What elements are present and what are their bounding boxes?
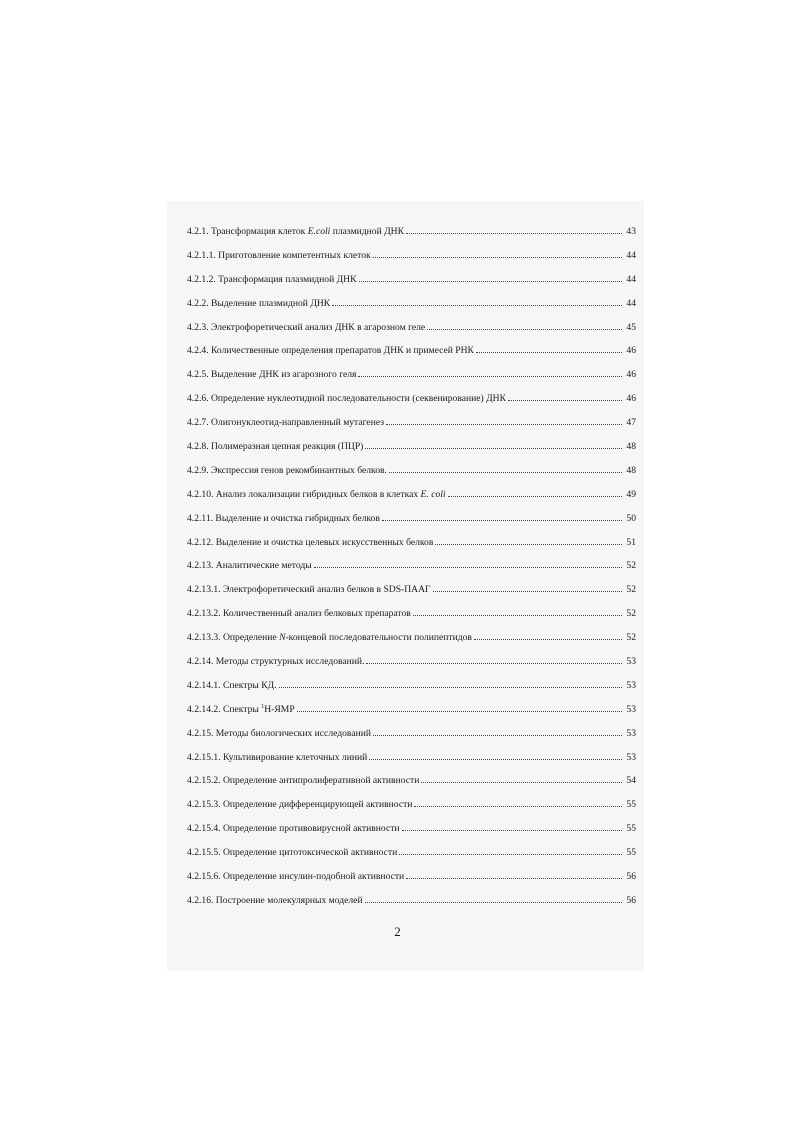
dot-leader [406, 878, 622, 879]
toc-entry-title [187, 465, 387, 476]
dot-leader [421, 782, 622, 783]
toc-entry-text: 4.2.13.1. Электрофоретический анализ белков в SDS-ПААГ [187, 584, 431, 596]
dot-leader [297, 711, 622, 712]
toc-page-number: 47 [626, 417, 636, 429]
dot-leader [448, 496, 622, 497]
toc-entry [187, 345, 636, 369]
toc-entry-text: 4.2.16. Построение молекулярных моделей [187, 894, 363, 906]
toc-page-number: 55 [626, 847, 636, 859]
toc-entry-title [187, 417, 384, 428]
toc-entry-title [187, 895, 363, 906]
toc-entry-text: 4.2.1.2. Трансформация плазмидной ДНК [187, 273, 357, 285]
toc-entry [187, 656, 636, 680]
toc-entry-title [187, 823, 400, 834]
toc-entry-text: 4.2.15.6. Определение инсулин-подобной активности [187, 871, 405, 883]
toc-entry-title [187, 489, 446, 500]
toc-entry-text: 4.2.14. Методы структурных исследований. [187, 656, 365, 668]
table-of-contents [187, 226, 636, 919]
toc-entry [187, 322, 636, 346]
toc-page-number: 44 [626, 249, 636, 261]
toc-entry-title [187, 322, 425, 333]
toc-entry-title [187, 226, 404, 237]
toc-entry [187, 226, 636, 250]
toc-entry-title [187, 584, 431, 595]
toc-entry-title [187, 345, 474, 356]
toc-entry-text: 4.2.4. Количественные определения препаратов ДНК и примесей РНК [187, 345, 474, 357]
toc-page-number: 45 [626, 321, 636, 333]
toc-entry-text: 4.2.13.2. Количественный анализ белковых препаратов [187, 608, 411, 620]
toc-entry-text: 4.2.11. Выделение и очистка гибридных белков [187, 512, 380, 524]
page-number: 2 [394, 924, 401, 939]
toc-entry [187, 895, 636, 919]
toc-entry-title [187, 369, 356, 380]
toc-entry-italic-text: N [279, 632, 286, 644]
toc-page-number: 52 [626, 632, 636, 644]
toc-entry [187, 513, 636, 537]
toc-entry [187, 775, 636, 799]
toc-entry [187, 465, 636, 489]
toc-entry [187, 608, 636, 632]
toc-entry [187, 728, 636, 752]
toc-entry-text: 4.2.15.3. Определение дифференцирующей активности [187, 799, 413, 811]
toc-entry-text: 4.2.3. Электрофоретический анализ ДНК в агарозном геле [187, 321, 426, 333]
toc-entry-text: 4.2.13.3. Определение [187, 632, 280, 644]
dot-leader [474, 639, 622, 640]
toc-entry [187, 441, 636, 465]
dot-leader [413, 615, 622, 616]
toc-entry-text: 4.2.12. Выделение и очистка целевых искусственных белков [187, 536, 434, 548]
dot-leader [358, 376, 622, 377]
dot-leader [373, 735, 622, 736]
toc-page-number: 56 [626, 894, 636, 906]
toc-entry [187, 632, 636, 656]
toc-entry-text: 4.2.15.1. Культивирование клеточных линий [187, 751, 368, 763]
toc-entry-text: 4.2.1. Трансформация клеток [187, 226, 308, 237]
toc-entry [187, 704, 636, 728]
toc-entry [187, 274, 636, 298]
toc-page-number: 44 [626, 273, 636, 285]
toc-entry-title [187, 632, 472, 643]
dot-leader [373, 257, 622, 258]
toc-entry-text-suffix: плазмидной ДНК [330, 226, 404, 237]
toc-entry-title [187, 513, 380, 524]
toc-entry-text: 4.2.8. Полимеразная цепная реакция (ПЦР) [187, 441, 364, 453]
toc-entry-title [187, 560, 312, 571]
dot-leader [476, 352, 622, 353]
toc-entry-text: 4.2.10. Анализ локализации гибридных белков в клетках [187, 488, 421, 500]
toc-page-number: 53 [626, 751, 636, 763]
toc-entry-text: 4.2.7. Олигонуклеотид-направленный мутагенез [187, 417, 384, 429]
toc-entry-text: 4.2.14.1. Спектры КД. [187, 679, 277, 691]
toc-entry [187, 847, 636, 871]
toc-page-number: 54 [626, 775, 636, 787]
toc-page-number: 48 [626, 464, 636, 476]
dot-leader [414, 806, 622, 807]
toc-entry-title [187, 728, 371, 739]
toc-entry-title [187, 752, 367, 763]
dot-leader [427, 329, 622, 330]
dot-leader [402, 830, 622, 831]
toc-entry-title [187, 871, 404, 882]
toc-entry-title [187, 393, 506, 404]
toc-entry-text: 4.2.13. Аналитические методы [187, 560, 312, 572]
toc-page-number: 50 [626, 512, 636, 524]
toc-entry [187, 393, 636, 417]
toc-entry-text: 4.2.15.2. Определение антипролиферативной активности [187, 775, 420, 787]
toc-page-number: 53 [626, 679, 636, 691]
toc-entry [187, 752, 636, 776]
dot-leader [433, 591, 622, 592]
toc-page-number: 51 [626, 536, 636, 548]
toc-entry-superscript: 1 [261, 703, 265, 710]
toc-entry-title [187, 680, 277, 691]
toc-entry [187, 823, 636, 847]
dot-leader [389, 472, 622, 473]
toc-entry-title [187, 656, 364, 667]
dot-leader [508, 400, 622, 401]
toc-page-number: 52 [626, 560, 636, 572]
toc-entry-title [187, 274, 357, 285]
toc-entry [187, 560, 636, 584]
toc-entry-title [187, 775, 419, 786]
toc-page-number: 52 [626, 608, 636, 620]
toc-entry-title [187, 704, 295, 715]
toc-entry [187, 680, 636, 704]
toc-page-number: 56 [626, 871, 636, 883]
toc-page-number: 52 [626, 584, 636, 596]
dot-leader [365, 902, 622, 903]
dot-leader [332, 305, 622, 306]
toc-entry-title [187, 537, 433, 548]
dot-leader [435, 544, 622, 545]
toc-entry [187, 537, 636, 561]
toc-entry [187, 799, 636, 823]
toc-page-number: 46 [626, 393, 636, 405]
toc-page-number: 46 [626, 369, 636, 381]
toc-entry-title [187, 847, 397, 858]
toc-entry [187, 298, 636, 322]
toc-page-number: 55 [626, 799, 636, 811]
toc-entry-italic-text: E.coli [307, 226, 331, 237]
dot-leader [406, 233, 622, 234]
dot-leader [382, 520, 622, 521]
toc-entry-text: 4.2.15.4. Определение противовирусной активности [187, 823, 400, 835]
toc-entry-text-suffix: Н-ЯМР [264, 703, 295, 715]
toc-entry-title [187, 441, 363, 452]
dot-leader [279, 687, 622, 688]
toc-page-number: 43 [626, 226, 636, 237]
toc-entry-text: 4.2.15. Методы биологических исследований [187, 727, 371, 739]
dot-leader [399, 854, 622, 855]
dot-leader [369, 759, 622, 760]
toc-page-number: 53 [626, 703, 636, 715]
toc-page-number: 53 [626, 656, 636, 668]
toc-page-number: 55 [626, 823, 636, 835]
toc-entry-text: 4.2.1.1. Приготовление компетентных клеток [187, 249, 371, 261]
toc-entry-text: 4.2.5. Выделение ДНК из агарозного геля [187, 369, 357, 381]
toc-entry [187, 250, 636, 274]
toc-entry [187, 489, 636, 513]
toc-entry [187, 871, 636, 895]
toc-entry [187, 417, 636, 441]
toc-page-number: 53 [626, 727, 636, 739]
toc-entry [187, 584, 636, 608]
toc-entry-text: 4.2.14.2. Спектры [187, 703, 262, 715]
toc-page-number: 48 [626, 441, 636, 453]
dot-leader [386, 424, 622, 425]
toc-entry-text-suffix: -концевой последовательности полипептидов [285, 632, 472, 644]
toc-entry [187, 369, 636, 393]
toc-entry-text: 4.2.15.5. Определение цитотоксической активности [187, 847, 398, 859]
toc-entry-title [187, 608, 411, 619]
dot-leader [359, 281, 622, 282]
toc-entry-title [187, 298, 330, 309]
toc-page-number: 44 [626, 297, 636, 309]
toc-entry-text: 4.2.2. Выделение плазмидной ДНК [187, 297, 331, 309]
toc-entry-title [187, 799, 412, 810]
toc-page-number: 46 [626, 345, 636, 357]
dot-leader [366, 663, 622, 664]
toc-entry-text: 4.2.9. Экспрессия генов рекомбинантных белков. [187, 464, 387, 476]
toc-entry-text: 4.2.6. Определение нуклеотидной последовательности (секвенирование) ДНК [187, 393, 507, 405]
toc-page-number: 49 [626, 488, 636, 500]
toc-entry-italic-text: E. coli [420, 488, 446, 500]
toc-entry-title [187, 250, 371, 261]
dot-leader [314, 567, 622, 568]
dot-leader [365, 448, 622, 449]
